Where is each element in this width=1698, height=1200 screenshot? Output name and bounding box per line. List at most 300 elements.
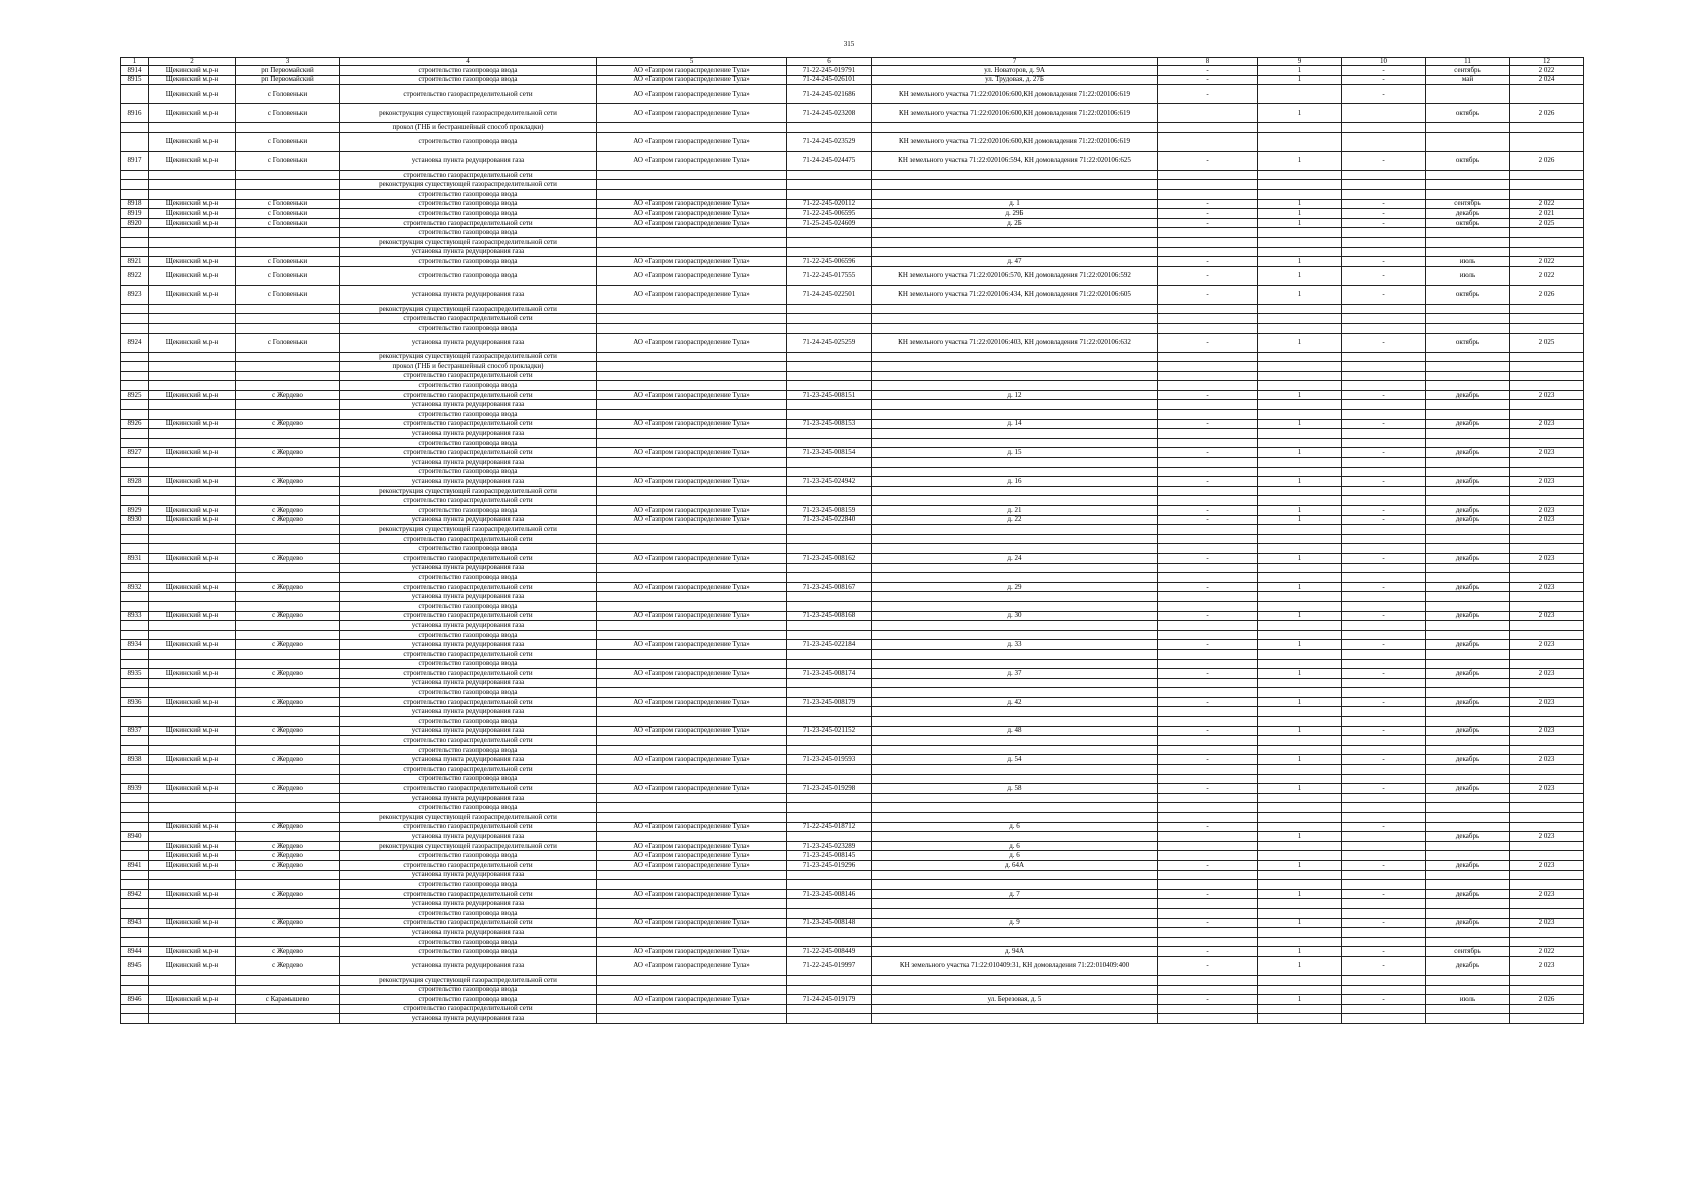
table-cell — [872, 985, 1158, 995]
column-header: 9 — [1258, 58, 1342, 66]
table-cell: строительство газопровода ввода — [340, 630, 597, 640]
table-cell — [1342, 104, 1426, 123]
table-cell — [149, 123, 236, 133]
table-cell: строительство газораспределительной сети — [340, 765, 597, 775]
table-cell — [149, 352, 236, 362]
table-cell: 71-22-245-018712 — [787, 822, 872, 832]
table-cell: 71-24-245-023529 — [787, 132, 872, 151]
table-cell — [597, 323, 787, 333]
table-cell: с Головеньки — [236, 151, 340, 170]
table-cell — [1510, 189, 1584, 199]
table-cell — [149, 717, 236, 727]
table-cell — [1510, 496, 1584, 506]
table-cell — [1258, 1014, 1342, 1024]
table-cell: 8945 — [121, 956, 149, 975]
table-cell: 71-22-245-006596 — [787, 257, 872, 267]
table-cell — [149, 765, 236, 775]
table-cell — [1426, 573, 1510, 583]
table-cell — [236, 247, 340, 257]
table-cell — [1426, 659, 1510, 669]
table-cell — [1342, 1004, 1426, 1014]
table-cell — [1158, 467, 1258, 477]
table-cell: 71-23-245-008159 — [787, 506, 872, 516]
table-cell: 8928 — [121, 477, 149, 487]
table-cell — [1342, 170, 1426, 180]
table-row — [121, 928, 1584, 938]
table-cell: установка пункта редуцирования газа — [340, 247, 597, 257]
table-cell: сентябрь — [1426, 66, 1510, 76]
table-cell — [1158, 899, 1258, 909]
table-cell — [149, 362, 236, 372]
table-cell — [121, 765, 149, 775]
table-cell — [1342, 247, 1426, 257]
table-row — [121, 640, 1584, 650]
table-cell: - — [1342, 419, 1426, 429]
table-cell — [787, 400, 872, 410]
table-cell — [1258, 745, 1342, 755]
table-cell — [1258, 323, 1342, 333]
table-cell — [1258, 899, 1342, 909]
table-cell: АО «Газпром газораспределение Тула» — [597, 851, 787, 861]
table-cell: - — [1158, 506, 1258, 516]
table-cell: 71-22-245-019791 — [787, 66, 872, 76]
table-cell — [787, 659, 872, 669]
table-cell — [1158, 486, 1258, 496]
table-cell: 8918 — [121, 199, 149, 209]
table-row — [121, 784, 1584, 794]
table-row — [121, 774, 1584, 784]
table-cell: строительство газораспределительной сети — [340, 611, 597, 621]
table-cell: с Головеньки — [236, 285, 340, 304]
table-cell: 8938 — [121, 755, 149, 765]
table-cell — [787, 832, 872, 842]
table-cell — [1510, 793, 1584, 803]
table-cell: - — [1342, 918, 1426, 928]
table-cell — [872, 534, 1158, 544]
table-cell — [787, 381, 872, 391]
table-cell — [121, 717, 149, 727]
table-cell — [1426, 323, 1510, 333]
table-cell — [236, 688, 340, 698]
table-cell — [149, 899, 236, 909]
table-cell — [1510, 438, 1584, 448]
table-cell: с Жердево — [236, 947, 340, 957]
table-cell: 1 — [1258, 995, 1342, 1005]
table-cell — [1158, 803, 1258, 813]
table-cell — [149, 745, 236, 755]
table-cell — [1158, 793, 1258, 803]
table-cell — [1258, 1004, 1342, 1014]
table-cell: Щекинский м.р-н — [149, 553, 236, 563]
table-cell — [1158, 592, 1258, 602]
table-cell: декабрь — [1426, 889, 1510, 899]
table-cell — [1258, 525, 1342, 535]
table-cell — [597, 688, 787, 698]
table-cell: 2 023 — [1510, 956, 1584, 975]
table-cell — [597, 1004, 787, 1014]
table-cell — [1258, 400, 1342, 410]
table-cell — [149, 592, 236, 602]
table-row — [121, 352, 1584, 362]
table-cell — [597, 659, 787, 669]
table-cell — [121, 851, 149, 861]
table-row — [121, 889, 1584, 899]
table-cell — [597, 381, 787, 391]
table-cell — [149, 304, 236, 314]
table-cell — [1426, 247, 1510, 257]
table-cell: реконструкция существующей газораспределительной сети — [340, 237, 597, 247]
table-cell — [787, 870, 872, 880]
table-cell — [1426, 237, 1510, 247]
table-cell: АО «Газпром газораспределение Тула» — [597, 390, 787, 400]
table-cell: 1 — [1258, 553, 1342, 563]
table-cell: 8939 — [121, 784, 149, 794]
table-cell: декабрь — [1426, 209, 1510, 219]
table-cell: АО «Газпром газораспределение Тула» — [597, 218, 787, 228]
table-row — [121, 956, 1584, 975]
table-cell — [1258, 717, 1342, 727]
table-cell — [1510, 304, 1584, 314]
table-cell: 1 — [1258, 218, 1342, 228]
table-cell — [872, 880, 1158, 890]
table-cell — [787, 880, 872, 890]
table-cell — [787, 525, 872, 535]
table-row — [121, 199, 1584, 209]
table-cell — [597, 707, 787, 717]
table-cell — [1342, 123, 1426, 133]
table-cell — [121, 899, 149, 909]
table-cell — [1510, 410, 1584, 420]
table-cell — [1258, 180, 1342, 190]
table-cell — [597, 765, 787, 775]
table-cell — [872, 544, 1158, 554]
table-cell — [1426, 621, 1510, 631]
table-cell — [787, 985, 872, 995]
table-cell — [149, 736, 236, 746]
table-cell: АО «Газпром газораспределение Тула» — [597, 640, 787, 650]
table-row — [121, 371, 1584, 381]
table-cell — [121, 123, 149, 133]
table-cell — [1426, 400, 1510, 410]
table-cell — [1342, 880, 1426, 890]
table-cell: - — [1158, 860, 1258, 870]
table-cell — [1510, 400, 1584, 410]
table-cell: 8940 — [121, 832, 149, 842]
table-cell: установка пункта редуцирования газа — [340, 592, 597, 602]
table-cell — [236, 1004, 340, 1014]
table-cell — [1158, 621, 1258, 631]
table-cell — [1510, 822, 1584, 832]
table-cell — [121, 841, 149, 851]
table-row — [121, 390, 1584, 400]
table-cell: - — [1342, 515, 1426, 525]
table-cell — [787, 467, 872, 477]
table-cell — [1158, 975, 1258, 985]
table-row — [121, 688, 1584, 698]
table-cell: 71-23-245-008145 — [787, 851, 872, 861]
table-cell — [1342, 592, 1426, 602]
table-cell: строительство газораспределительной сети — [340, 218, 597, 228]
table-cell: рп Первомайский — [236, 75, 340, 85]
table-row — [121, 132, 1584, 151]
table-cell — [236, 870, 340, 880]
table-cell — [1510, 486, 1584, 496]
table-cell — [236, 707, 340, 717]
table-row — [121, 975, 1584, 985]
table-cell: 1 — [1258, 726, 1342, 736]
table-cell: установка пункта редуцирования газа — [340, 707, 597, 717]
table-cell — [121, 908, 149, 918]
table-row — [121, 630, 1584, 640]
table-cell: АО «Газпром газораспределение Тула» — [597, 697, 787, 707]
table-cell — [787, 975, 872, 985]
table-cell: - — [1342, 822, 1426, 832]
table-row — [121, 515, 1584, 525]
table-cell: строительство газопровода ввода — [340, 947, 597, 957]
table-cell — [236, 678, 340, 688]
table-cell — [787, 601, 872, 611]
table-cell — [149, 170, 236, 180]
table-cell — [149, 371, 236, 381]
table-cell: АО «Газпром газораспределение Тула» — [597, 285, 787, 304]
table-row — [121, 592, 1584, 602]
table-cell: прокол (ГНБ и бестраншейный способ прокладки) — [340, 362, 597, 372]
table-cell — [1510, 649, 1584, 659]
table-cell — [236, 592, 340, 602]
table-cell — [1426, 601, 1510, 611]
table-cell — [872, 707, 1158, 717]
table-cell — [1342, 381, 1426, 391]
table-cell: 71-23-245-022184 — [787, 640, 872, 650]
table-cell — [1426, 908, 1510, 918]
table-cell — [872, 774, 1158, 784]
table-cell: октябрь — [1426, 218, 1510, 228]
table-cell: - — [1158, 956, 1258, 975]
table-cell — [121, 880, 149, 890]
table-cell — [597, 180, 787, 190]
table-cell: Щекинский м.р-н — [149, 85, 236, 104]
table-cell — [149, 688, 236, 698]
table-cell: АО «Газпром газораспределение Тула» — [597, 956, 787, 975]
table-cell — [1510, 314, 1584, 324]
table-cell — [1510, 180, 1584, 190]
table-cell — [1258, 429, 1342, 439]
table-cell: с Жердево — [236, 419, 340, 429]
table-cell: Щекинский м.р-н — [149, 448, 236, 458]
table-cell — [121, 975, 149, 985]
table-cell: 8929 — [121, 506, 149, 516]
table-cell — [1158, 880, 1258, 890]
table-row — [121, 400, 1584, 410]
table-cell: с Жердево — [236, 726, 340, 736]
table-cell: 71-23-245-024942 — [787, 477, 872, 487]
table-cell — [1158, 630, 1258, 640]
table-cell — [1258, 237, 1342, 247]
table-cell: строительство газопровода ввода — [340, 467, 597, 477]
table-row — [121, 486, 1584, 496]
table-cell: строительство газопровода ввода — [340, 659, 597, 669]
table-cell: реконструкция существующей газораспределительной сети — [340, 975, 597, 985]
table-cell: - — [1342, 85, 1426, 104]
table-cell: 71-23-245-021152 — [787, 726, 872, 736]
table-cell — [1510, 880, 1584, 890]
table-cell: 71-23-245-008154 — [787, 448, 872, 458]
table-cell — [1342, 832, 1426, 842]
table-cell: ул. Березовая, д. 5 — [872, 995, 1158, 1005]
table-cell: 2 022 — [1510, 199, 1584, 209]
table-cell — [149, 813, 236, 823]
table-cell — [1258, 189, 1342, 199]
table-cell — [236, 170, 340, 180]
table-cell: - — [1158, 266, 1258, 285]
column-header: 2 — [149, 58, 236, 66]
table-cell — [872, 496, 1158, 506]
table-cell — [149, 486, 236, 496]
page-number: 315 — [843, 40, 855, 48]
table-cell: д. 94А — [872, 947, 1158, 957]
table-cell: 8941 — [121, 860, 149, 870]
table-cell: 71-24-245-024475 — [787, 151, 872, 170]
table-cell — [872, 601, 1158, 611]
table-cell: - — [1158, 333, 1258, 352]
table-cell: октябрь — [1426, 285, 1510, 304]
table-cell: строительство газопровода ввода — [340, 601, 597, 611]
table-cell — [872, 237, 1158, 247]
table-cell: с Головеньки — [236, 209, 340, 219]
table-cell — [236, 467, 340, 477]
table-cell: установка пункта редуцирования газа — [340, 726, 597, 736]
table-cell — [1426, 774, 1510, 784]
table-cell — [597, 352, 787, 362]
table-cell: строительство газопровода ввода — [340, 381, 597, 391]
table-cell: реконструкция существующей газораспределительной сети — [340, 104, 597, 123]
table-row — [121, 985, 1584, 995]
table-cell — [1158, 189, 1258, 199]
table-cell — [787, 563, 872, 573]
table-cell — [149, 621, 236, 631]
table-row — [121, 880, 1584, 890]
table-cell: 2 023 — [1510, 640, 1584, 650]
table-cell: 1 — [1258, 918, 1342, 928]
table-cell — [872, 832, 1158, 842]
table-cell — [1158, 180, 1258, 190]
table-cell — [787, 937, 872, 947]
table-cell: д. 6 — [872, 851, 1158, 861]
table-cell — [1158, 736, 1258, 746]
table-cell — [872, 123, 1158, 133]
table-cell — [1426, 429, 1510, 439]
table-cell — [787, 486, 872, 496]
table-cell — [1510, 678, 1584, 688]
table-cell — [597, 525, 787, 535]
table-cell — [236, 717, 340, 727]
table-row — [121, 803, 1584, 813]
table-cell: 1 — [1258, 419, 1342, 429]
table-cell: 71-23-245-008151 — [787, 390, 872, 400]
table-row — [121, 429, 1584, 439]
table-cell — [787, 813, 872, 823]
column-header: 6 — [787, 58, 872, 66]
column-header: 10 — [1342, 58, 1426, 66]
table-cell: 2 021 — [1510, 209, 1584, 219]
table-cell — [1258, 438, 1342, 448]
table-cell: 1 — [1258, 151, 1342, 170]
table-cell — [149, 985, 236, 995]
table-cell — [1258, 678, 1342, 688]
table-cell: с Жердево — [236, 755, 340, 765]
table-row — [121, 649, 1584, 659]
table-cell: с Жердево — [236, 669, 340, 679]
table-cell: КН земельного участка 71:22:020106:570, КН домовладения 71:22:020106:592 — [872, 266, 1158, 285]
table-cell: установка пункта редуцирования газа — [340, 956, 597, 975]
table-cell — [149, 659, 236, 669]
table-row — [121, 247, 1584, 257]
table-cell: - — [1342, 151, 1426, 170]
table-cell — [1258, 573, 1342, 583]
table-cell — [1158, 659, 1258, 669]
table-cell: строительство газопровода ввода — [340, 985, 597, 995]
table-cell — [597, 371, 787, 381]
table-cell — [1158, 813, 1258, 823]
table-cell — [1158, 908, 1258, 918]
table-cell: 8944 — [121, 947, 149, 957]
table-cell: 1 — [1258, 506, 1342, 516]
table-cell: - — [1342, 697, 1426, 707]
table-cell: декабрь — [1426, 506, 1510, 516]
table-cell: строительство газораспределительной сети — [340, 784, 597, 794]
table-cell: АО «Газпром газораспределение Тула» — [597, 841, 787, 851]
table-cell — [1510, 841, 1584, 851]
table-cell — [1426, 486, 1510, 496]
table-cell — [1342, 189, 1426, 199]
table-cell — [1342, 534, 1426, 544]
table-cell — [1342, 736, 1426, 746]
table-cell: д. 6 — [872, 841, 1158, 851]
table-cell: установка пункта редуцирования газа — [340, 928, 597, 938]
table-row — [121, 717, 1584, 727]
table-cell — [1510, 928, 1584, 938]
table-cell: - — [1158, 66, 1258, 76]
table-cell: АО «Газпром газораспределение Тула» — [597, 209, 787, 219]
table-cell: с Головеньки — [236, 85, 340, 104]
table-cell — [1258, 688, 1342, 698]
table-cell: июль — [1426, 995, 1510, 1005]
table-cell — [872, 621, 1158, 631]
table-cell: 71-22-245-019997 — [787, 956, 872, 975]
table-cell — [1510, 908, 1584, 918]
table-cell — [1426, 438, 1510, 448]
table-cell — [1426, 123, 1510, 133]
table-cell — [1510, 621, 1584, 631]
table-cell: с Жердево — [236, 851, 340, 861]
table-cell: 2 023 — [1510, 506, 1584, 516]
table-cell: АО «Газпром газораспределение Тула» — [597, 477, 787, 487]
table-cell — [787, 678, 872, 688]
table-cell: д. 16 — [872, 477, 1158, 487]
table-cell — [1158, 544, 1258, 554]
table-cell: д. 48 — [872, 726, 1158, 736]
table-cell — [1258, 352, 1342, 362]
table-cell — [597, 870, 787, 880]
table-cell: 8926 — [121, 419, 149, 429]
table-cell: 71-24-245-019179 — [787, 995, 872, 1005]
table-cell: 2 025 — [1510, 218, 1584, 228]
table-cell: Щекинский м.р-н — [149, 860, 236, 870]
table-cell — [787, 189, 872, 199]
table-cell — [597, 304, 787, 314]
table-cell — [236, 899, 340, 909]
table-cell: строительство газораспределительной сети — [340, 534, 597, 544]
